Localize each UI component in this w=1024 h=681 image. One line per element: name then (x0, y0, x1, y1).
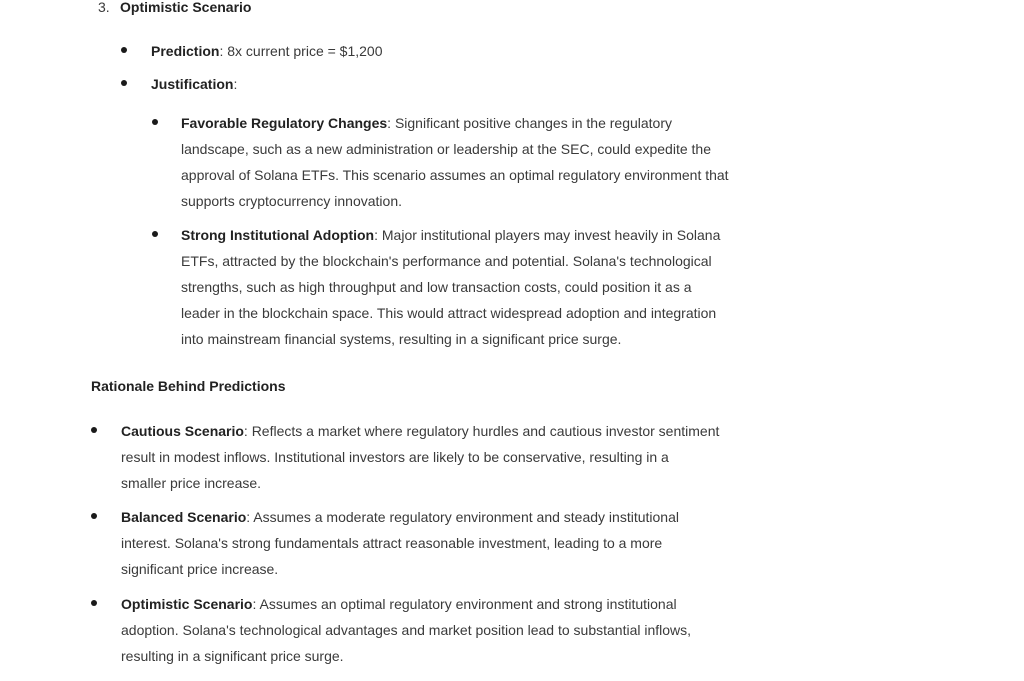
item-text: resulting in a significant price surge. (121, 648, 344, 664)
list-item-optimistic (121, 591, 691, 669)
item-text: : Significant positive changes in the regulatory (387, 115, 673, 131)
item-text: interest. Solana's strong fundamentals attract reasonable investment, leading to a more (121, 535, 663, 551)
item-text: significant price increase. (121, 561, 279, 577)
list-item-balanced (121, 504, 679, 582)
item-text: : Assumes an optimal regulatory environment and strong institutional (252, 596, 677, 612)
item-text: approval of Solana ETFs. This scenario assumes an optimal regulatory environment that (181, 167, 729, 183)
prediction-label: Prediction (151, 43, 220, 59)
item-text: adoption. Solana's technological advantages and market position lead to substantial inflows, (121, 622, 692, 638)
list-item-cautious (121, 418, 719, 496)
justification-line (151, 76, 237, 92)
section-heading-optimistic: Optimistic Scenario (120, 0, 252, 15)
item-text: : Assumes a moderate regulatory environment and steady institutional (246, 509, 679, 525)
list-item-institutional-adoption (181, 222, 720, 352)
item-text: landscape, such as a new administration or leadership at the SEC, could expedite the (181, 141, 711, 157)
list-item-favorable-regulatory (181, 110, 729, 214)
section-heading-rationale: Rationale Behind Predictions (91, 378, 286, 394)
bullet-icon (152, 119, 158, 125)
bullet-icon (152, 231, 158, 237)
bullet-icon (91, 513, 97, 519)
justification-label: Justification (151, 76, 234, 92)
item-label: Balanced Scenario (121, 509, 247, 525)
justification-suffix: : (233, 76, 238, 92)
item-label: Optimistic Scenario (121, 596, 253, 612)
bullet-icon (91, 600, 97, 606)
bullet-icon (121, 80, 127, 86)
item-label: Strong Institutional Adoption (181, 227, 375, 243)
item-text: ETFs, attracted by the blockchain's performance and potential. Solana's technological (181, 253, 712, 269)
item-label: Cautious Scenario (121, 423, 244, 439)
item-label: Favorable Regulatory Changes (181, 115, 388, 131)
item-text: leader in the blockchain space. This would attract widespread adoption and integration (181, 305, 717, 321)
item-text: into mainstream financial systems, resulting in a significant price surge. (181, 331, 622, 347)
bullet-icon (91, 427, 97, 433)
prediction-line (151, 43, 383, 59)
list-number: 3. (98, 0, 110, 15)
bullet-icon (121, 47, 127, 53)
item-text: smaller price increase. (121, 475, 262, 491)
prediction-text: : 8x current price = $1,200 (219, 43, 383, 59)
item-text: supports cryptocurrency innovation. (181, 193, 402, 209)
item-text: : Major institutional players may invest heavily in Solana (374, 227, 721, 243)
item-text: result in modest inflows. Institutional investors are likely to be conservative, resulting in a (121, 449, 669, 465)
item-text: : Reflects a market where regulatory hurdles and cautious investor sentiment (243, 423, 720, 439)
item-text: strengths, such as high throughput and low transaction costs, could position it as a (181, 279, 692, 295)
